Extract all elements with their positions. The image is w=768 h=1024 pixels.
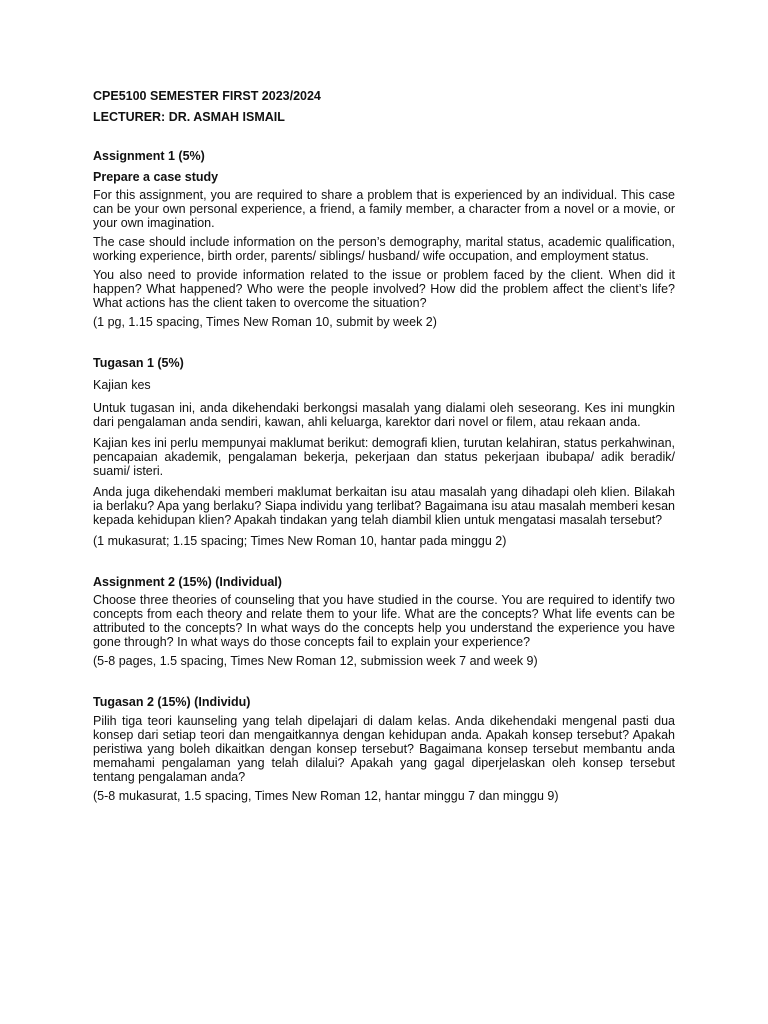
document-header [93, 86, 675, 128]
section-subtitle: Prepare a case study [93, 170, 219, 184]
submission-note: (1 pg, 1.15 spacing, Times New Roman 10, submit by week 2) [93, 315, 437, 329]
paragraph: You also need to provide information related to the issue or problem faced by the client. When did it happen? What happened? Who were the people involved? How did the problem affect the client’s life? What actions has the client taken to overcome the situation? [93, 268, 675, 310]
paragraph: Untuk tugasan ini, anda dikehendaki berkongsi masalah yang dialami oleh seseorang. Kes ini mungkin dari pengalaman anda sendiri, kawan, ahli keluarga, karektor dari novel or filem, atau rekaan anda. [93, 401, 675, 429]
paragraph: Kajian kes ini perlu mempunyai maklumat berikut: demografi klien, turutan kelahiran, status perkahwinan, pencapaian akademik, pengalaman bekerja, pekerjaan dan status pekerjaan ibubapa/ adik beradik/ suami/ isteri. [93, 436, 675, 478]
paragraph: Choose three theories of counseling that you have studied in the course. You are required to identify two concepts from each theory and relate them to your life. What are the concepts? What life events can be attributed to the concepts? In what ways do the concepts help you understand the experience you have gone through? In what ways do those concepts fail to explain your experience? [93, 593, 675, 649]
paragraph: For this assignment, you are required to share a problem that is experienced by an individual. This case can be your own personal experience, a friend, a family member, a character from a novel or a movie, or your own imagination. [93, 188, 675, 230]
paragraph: Anda juga dikehendaki memberi maklumat berkaitan isu atau masalah yang dihadapi oleh klien. Bilakah ia berlaku? Apa yang berlaku? Siapa individu yang terlibat? Bagaimana isu atau masalah memberi kesan kepada kehidupan klien? Apakah tindakan yang telah diambil klien untuk mengatasi masalah tersebut? [93, 485, 675, 527]
submission-note: (5-8 pages, 1.5 spacing, Times New Roman 12, submission week 7 and week 9) [93, 654, 538, 668]
submission-note: (1 mukasurat; 1.15 spacing; Times New Roman 10, hantar pada minggu 2) [93, 534, 507, 548]
section-title: Assignment 1 (5%) [93, 149, 205, 163]
section-tugasan-2 [93, 693, 675, 804]
lecturer-name: LECTURER: DR. ASMAH ISMAIL [93, 110, 285, 124]
paragraph: The case should include information on the person’s demography, marital status, academic qualification, working experience, birth order, parents/ siblings/ husband/ wife occupation, and employment status. [93, 235, 675, 263]
section-tugasan-1 [93, 354, 675, 549]
section-assignment-2 [93, 573, 675, 669]
document-page [93, 86, 675, 804]
submission-note: (5-8 mukasurat, 1.5 spacing, Times New Roman 12, hantar minggu 7 dan minggu 9) [93, 789, 559, 803]
section-subtitle: Kajian kes [93, 378, 151, 392]
section-title: Tugasan 1 (5%) [93, 356, 184, 370]
section-assignment-1 [93, 147, 675, 330]
course-title: CPE5100 SEMESTER FIRST 2023/2024 [93, 89, 321, 103]
section-title: Assignment 2 (15%) (Individual) [93, 575, 282, 589]
paragraph: Pilih tiga teori kaunseling yang telah dipelajari di dalam kelas. Anda dikehendaki mengenal pasti dua konsep dari setiap teori dan mengaitkannya dengan kehidupan anda. Apakah konsep tersebut? Apakah peristiwa yang boleh dikaitkan dengan konsep tersebut? Bagaimana konsep tersebut membantu anda memahami pengalaman yang telah dilalui? Apakah yang gagal diperjelaskan oleh konsep tersebut tentang pengalaman anda? [93, 714, 675, 784]
section-title: Tugasan 2 (15%) (Individu) [93, 695, 251, 709]
